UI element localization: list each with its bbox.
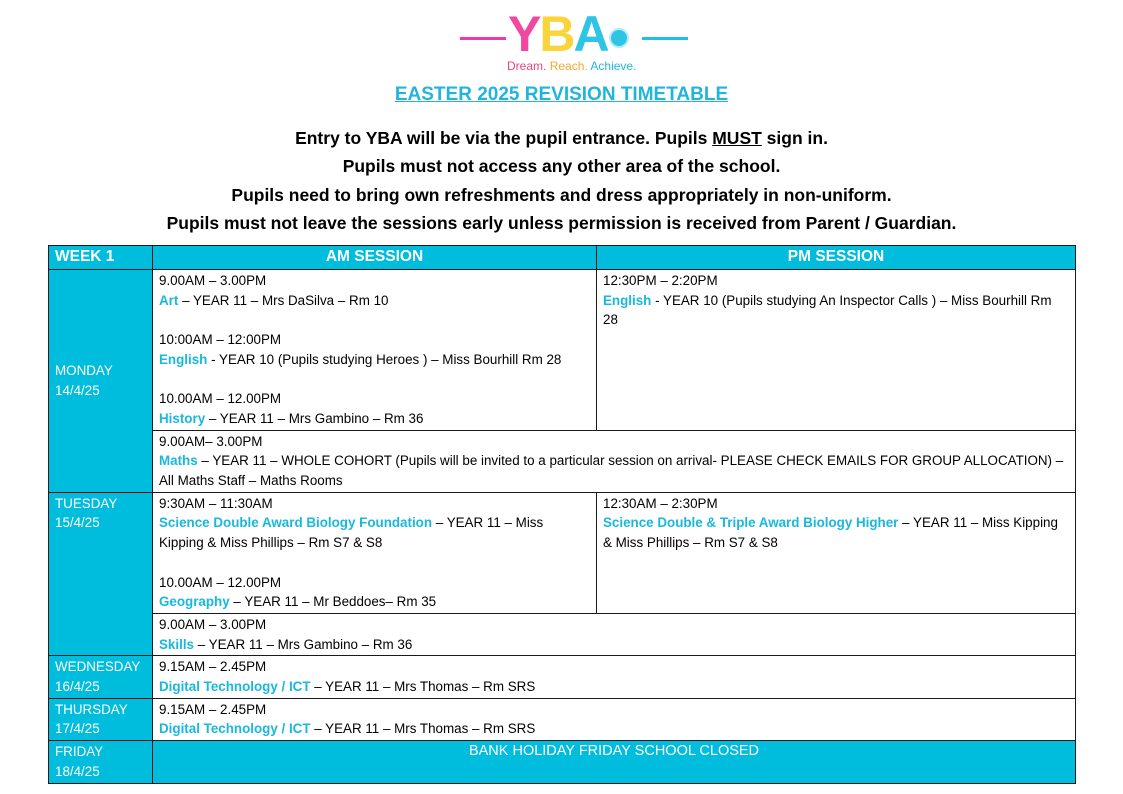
- logo-left-bar: [460, 37, 506, 40]
- session-entry: [159, 409, 590, 429]
- session-time: 9.00AM – 3.00PM: [159, 273, 267, 288]
- notice-leave: Pupils must not leave the sessions early unless permission is received from Parent / Guardian.: [166, 212, 957, 233]
- logo-tagline: [507, 59, 636, 73]
- header-am-session: AM SESSION: [153, 246, 597, 270]
- session-subject: Digital Technology / ICT: [159, 721, 311, 737]
- session-entry: [159, 291, 590, 311]
- logo-letter-y: Y: [508, 6, 540, 62]
- day-date: 17/4/25: [55, 721, 100, 737]
- session-entry: [159, 592, 590, 612]
- session-entry: [603, 513, 1069, 552]
- day-date: 16/4/25: [55, 679, 100, 695]
- notices: [0, 124, 1123, 237]
- session-subject: Geography: [159, 594, 230, 610]
- table-row-monday-full: [49, 430, 1076, 492]
- pm-cell-tuesday: [597, 492, 1076, 613]
- session-detail: – YEAR 11 – Mrs Thomas – Rm SRS: [310, 721, 536, 737]
- day-cell-tuesday: [49, 492, 153, 656]
- session-subject: English: [159, 351, 208, 367]
- session-entry: [159, 677, 1069, 697]
- table-row-tuesday: [49, 492, 1076, 613]
- day-cell-thursday: [49, 698, 153, 740]
- session-entry: [159, 513, 590, 552]
- revision-timetable: [48, 245, 1076, 784]
- spacer: [159, 553, 590, 573]
- session-entry: [159, 350, 590, 370]
- table-row-wednesday: [49, 656, 1076, 698]
- notice-must: MUST: [712, 128, 762, 148]
- table-row-friday: [49, 741, 1076, 783]
- day-date: 18/4/25: [55, 763, 100, 779]
- day-name: MONDAY: [55, 363, 113, 379]
- full-day-cell-tuesday: [153, 613, 1076, 655]
- pm-cell-monday: [597, 270, 1076, 431]
- day-name: TUESDAY: [55, 495, 118, 511]
- tagline-achieve: Achieve.: [590, 59, 637, 73]
- day-name: THURSDAY: [55, 701, 128, 717]
- spacer: [159, 370, 590, 390]
- session-time: 12:30AM – 2:30PM: [603, 495, 718, 511]
- session-entry: [159, 635, 1069, 655]
- spacer: [159, 310, 590, 330]
- session-subject: Maths: [159, 453, 198, 469]
- session-subject: History: [159, 410, 206, 426]
- session-entry: [159, 451, 1069, 490]
- session-detail: – YEAR 11 – Mrs Gambino – Rm 36: [194, 636, 413, 652]
- header-row: [49, 246, 1076, 270]
- day-date: 14/4/25: [55, 382, 100, 398]
- school-closed-cell: BANK HOLIDAY FRIDAY SCHOOL CLOSED: [153, 741, 1076, 783]
- notice-refreshments: Pupils need to bring own refreshments and dress appropriately in non-uniform.: [231, 184, 892, 205]
- session-subject: Science Double & Triple Award Biology Higher: [603, 515, 899, 531]
- day-name: FRIDAY: [55, 744, 104, 760]
- session-detail: – YEAR 11 – Miss Kipping & Miss Phillips – Rm S7 & S8: [159, 515, 544, 551]
- session-detail: – YEAR 11 – Mrs DaSilva – Rm 10: [178, 292, 389, 308]
- am-cell-tuesday: [153, 492, 597, 613]
- session-time: 9:30AM – 11:30AM: [159, 495, 273, 511]
- full-day-cell-monday: [153, 430, 1076, 492]
- session-time: 9.15AM – 2.45PM: [159, 701, 267, 717]
- session-time: 9.15AM – 2.45PM: [159, 659, 267, 675]
- session-subject: Science Double Award Biology Foundation: [159, 515, 433, 531]
- logo-right-bar: [642, 37, 688, 40]
- session-time: 9.00AM– 3.00PM: [159, 433, 263, 449]
- session-subject: Digital Technology / ICT: [159, 679, 311, 695]
- session-detail: - YEAR 10 (Pupils studying An Inspector Calls ) – Miss Bourhill Rm 28: [603, 292, 1052, 328]
- session-detail: – YEAR 11 – Mrs Thomas – Rm SRS: [310, 679, 536, 695]
- full-day-cell-wednesday: [153, 656, 1076, 698]
- session-time: 10:00AM – 12:00PM: [159, 332, 282, 348]
- session-detail: – YEAR 11 – WHOLE COHORT (Pupils will be invited to a particular session on arrival- PLEASE CHECK EMAILS FOR GROUP ALLOCATION) – All Maths Staff – Maths Rooms: [159, 453, 1064, 488]
- notice-entry-a: Entry to YBA will be via the pupil entrance. Pupils: [295, 128, 713, 148]
- logo-letter-a: A: [573, 6, 608, 62]
- table-row-tuesday-full: [49, 613, 1076, 655]
- logo-letter-b: B: [539, 6, 574, 62]
- day-cell-monday: [49, 270, 153, 493]
- session-detail: – YEAR 11 – Mr Beddoes– Rm 35: [229, 594, 437, 610]
- session-time: 10.00AM – 12.00PM: [159, 574, 282, 590]
- session-detail: – YEAR 11 – Miss Kipping & Miss Phillips – Rm S7 & S8: [603, 515, 1058, 551]
- day-cell-friday: [49, 741, 153, 783]
- session-entry: [603, 291, 1069, 330]
- logo-seal-icon: [609, 28, 629, 48]
- notice-access: Pupils must not access any other area of the school.: [342, 156, 781, 177]
- session-detail: - YEAR 10 (Pupils studying Heroes ) – Miss Bourhill Rm 28: [207, 351, 562, 367]
- tagline-reach: Reach.: [549, 59, 588, 73]
- page-title: EASTER 2025 REVISION TIMETABLE: [394, 84, 729, 105]
- session-entry: [159, 719, 1069, 739]
- full-day-cell-thursday: [153, 698, 1076, 740]
- session-time: 10.00AM – 12.00PM: [159, 391, 282, 407]
- notice-entry: [0, 124, 1123, 152]
- header-week: WEEK 1: [49, 246, 153, 270]
- school-logo: [458, 6, 690, 76]
- day-date: 15/4/25: [55, 515, 100, 531]
- session-detail: – YEAR 11 – Mrs Gambino – Rm 36: [205, 410, 424, 426]
- session-subject: Skills: [159, 636, 194, 652]
- table-row-thursday: [49, 698, 1076, 740]
- day-cell-wednesday: [49, 656, 153, 698]
- session-time: 9.00AM – 3.00PM: [159, 616, 267, 632]
- session-subject: Art: [159, 292, 179, 308]
- logo-letters: [508, 4, 608, 64]
- header-pm-session: PM SESSION: [597, 246, 1076, 270]
- session-time: 12:30PM – 2:20PM: [603, 273, 718, 288]
- notice-entry-c: sign in.: [761, 128, 828, 148]
- am-cell-monday: [153, 270, 597, 431]
- table-row-monday: [49, 270, 1076, 431]
- tagline-dream: Dream.: [507, 59, 547, 73]
- session-subject: English: [603, 292, 652, 308]
- day-name: WEDNESDAY: [55, 659, 141, 675]
